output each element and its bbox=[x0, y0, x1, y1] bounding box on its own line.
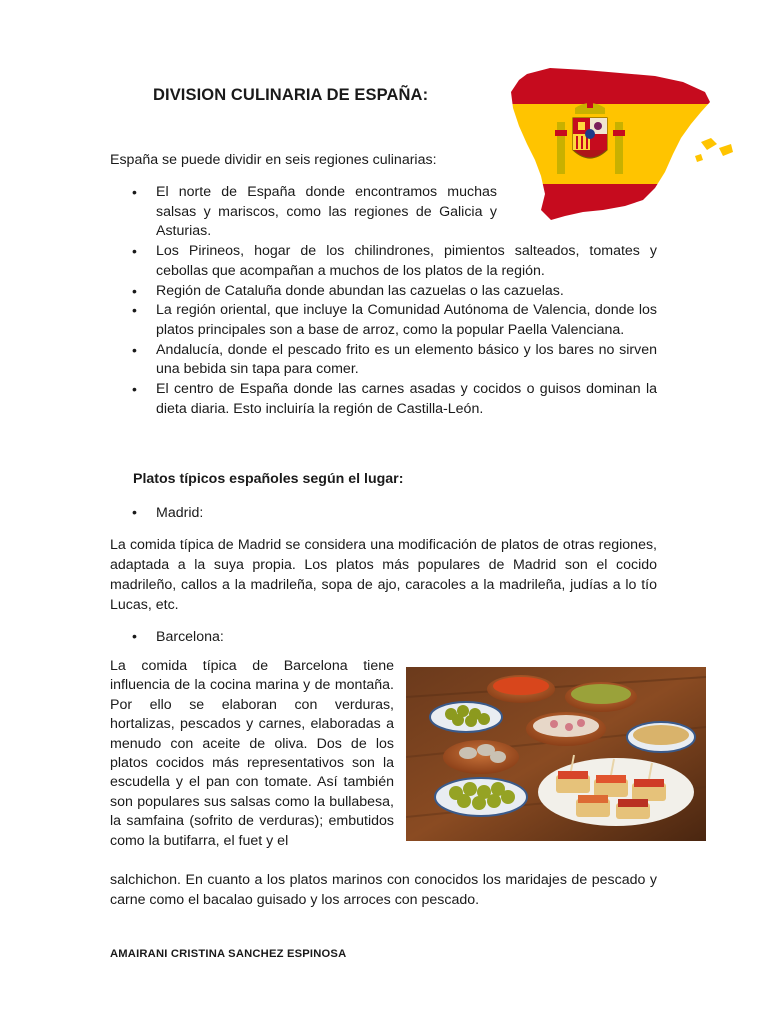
region-item: • El norte de España donde encontramos muchas salsas y mariscos, como las regiones de Galicia y Asturias. bbox=[130, 183, 657, 242]
bullet-icon: • bbox=[132, 629, 137, 645]
document-title: DIVISION CULINARIA DE ESPAÑA: bbox=[153, 86, 429, 104]
author-footer: AMAIRANI CRISTINA SANCHEZ ESPINOSA bbox=[110, 948, 347, 960]
madrid-label: Madrid: bbox=[156, 505, 204, 521]
region-item: • Andalucía, donde el pescado frito es un elemento básico y los bares no sirven una bebida sin tapa para comer. bbox=[130, 341, 657, 380]
regions-list bbox=[130, 183, 657, 419]
tapas-photo-icon bbox=[406, 667, 706, 841]
section-heading: Platos típicos españoles según el lugar: bbox=[133, 471, 404, 487]
region-item: • Los Pirineos, hogar de los chilindrones, pimientos salteados, tomates y cebollas que acompañan a muchos de los platos de la región. bbox=[130, 242, 657, 281]
barcelona-paragraph-side: La comida típica de Barcelona tiene influencia de la cocina marina y de montaña. Por ello se elaboran con verduras, hortalizas, pescados y carnes, elaboradas a menudo con aceite de oliva. Dos de los platos cocidos más representativos son la escudella y el pan con tomate. Así también son populares sus salsas como la bullabesa, la samfaina (sofrito de verduras); embutidos como la butifarra, el fuet y el bbox=[110, 658, 394, 849]
bullet-icon: • bbox=[132, 505, 137, 521]
barcelona-paragraph-tail: salchichon. En cuanto a los platos marinos con conocidos los maridajes de pescado y carne como el bacalao guisado y los arroces con pescado. bbox=[110, 872, 657, 908]
region-item: • La región oriental, que incluye la Comunidad Autónoma de Valencia, donde los platos principales son a base de arroz, como la popular Paella Valenciana. bbox=[130, 301, 657, 340]
madrid-paragraph: La comida típica de Madrid se considera una modificación de platos de otras regiones, adaptada a la suya propia. Los platos más populares de Madrid son el cocido madrileño, callos a la madrileña, sopa de ajo, caracoles a la madrileña, judías a lo tío Lucas, etc. bbox=[110, 537, 657, 613]
barcelona-label: Barcelona: bbox=[156, 629, 224, 645]
region-item: • Región de Cataluña donde abundan las cazuelas o las cazuelas. bbox=[130, 282, 657, 302]
intro-text: España se puede dividir en seis regiones culinarias: bbox=[110, 152, 437, 168]
region-item: • El centro de España donde las carnes asadas y cocidos o guisos dominan la dieta diaria. Esto incluiría la región de Castilla-León. bbox=[130, 380, 657, 419]
